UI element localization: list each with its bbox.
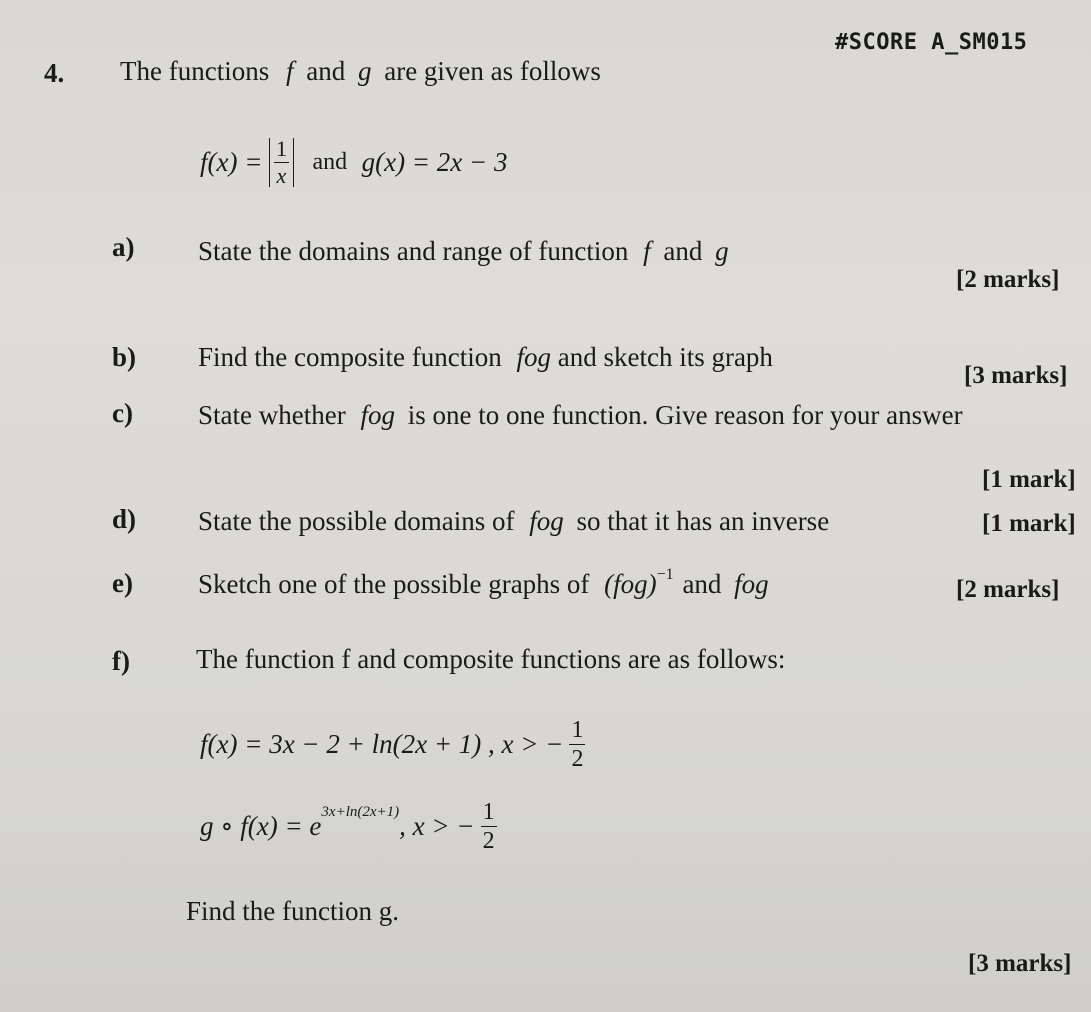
part-e-marks: [2 marks]: [956, 576, 1060, 603]
part-d-marks: [1 mark]: [982, 510, 1076, 537]
function-definitions: f(x) = $\frac{1}{x}$ and g(x) = 2x − 3: [200, 136, 508, 188]
part-d-label: d): [112, 504, 137, 534]
equation-gof: g ∘ $f(x) = e^{3x+ln(2x+1)}$, x > − $\frac{1}{2}$: [200, 799, 495, 854]
part-a-marks: [2 marks]: [956, 266, 1060, 293]
fraction-one-over-x: $\frac{1}{x}$: [275, 136, 287, 188]
part-d-text: State the possible domains of fog so that it has an inverse: [198, 506, 830, 536]
part-f-find: Find the function g.: [186, 896, 399, 926]
part-c-marks: [1 mark]: [982, 466, 1076, 493]
part-b-label: b): [112, 342, 137, 372]
part-b-text: Find the composite function fog and sketch its graph: [198, 342, 773, 372]
part-a-label: a): [112, 232, 135, 262]
part-f-label: f): [112, 646, 130, 676]
abs-value-bars: [269, 138, 294, 187]
equation-f: f(x) = 3x − 2 + ln(2x + 1) , x > − $\frac{1}{2}$: [200, 717, 584, 772]
part-a-text: State the domains and range of function f and g: [198, 236, 729, 266]
score-code: #SCORE A_SM015: [835, 30, 1028, 55]
part-c-text: State whether fog is one to one function. Give reason for your answer: [198, 400, 963, 430]
fraction-one-half: $\frac{1}{2}$: [571, 717, 584, 772]
question-number: 4.: [44, 58, 65, 88]
part-b-marks: [3 marks]: [964, 362, 1068, 389]
part-e-label: e): [112, 568, 133, 598]
fraction-one-half-2: $\frac{1}{2}$: [482, 799, 495, 854]
part-f-marks: [3 marks]: [968, 950, 1072, 977]
part-c-label: c): [112, 398, 133, 428]
question-intro: The functions f and g are given as follows: [120, 56, 601, 86]
part-e-text: Sketch one of the possible graphs of (fog)$^{-1}$ and fog: [198, 566, 769, 599]
part-f-text: The function f and composite functions are as follows:: [196, 644, 786, 674]
